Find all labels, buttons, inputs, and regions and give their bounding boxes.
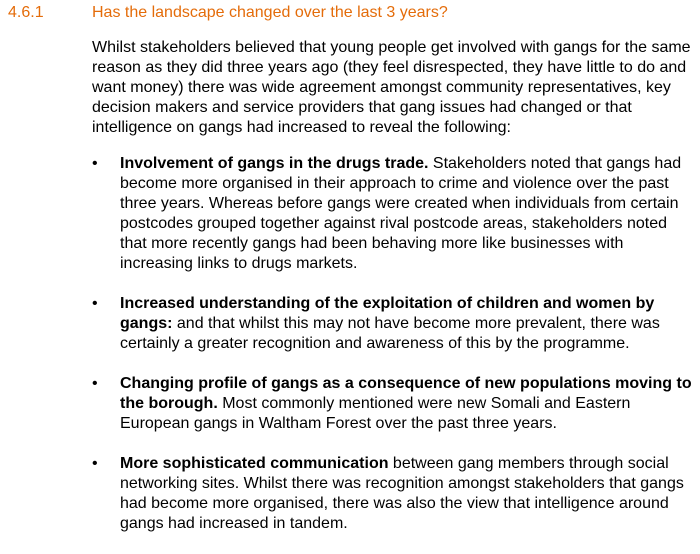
section-number: 4.6.1 (8, 4, 44, 21)
bullet-item-drugs-trade (92, 154, 692, 274)
bullet-body: and that whilst this may not have become more prevalent, there was certainly a greater recognition and awareness of this by the programme. (120, 315, 660, 352)
bullet-item-changing-profile (92, 374, 692, 434)
bullet-heading: Changing profile of gangs as a consequence of new populations moving to the borough. (120, 375, 692, 412)
bullet-item-exploitation (92, 294, 692, 354)
bullet-body: Most commonly mentioned were new Somali and Eastern European gangs in Waltham Forest over the past three years. (120, 395, 631, 432)
bullet-icon: • (92, 455, 98, 472)
intro-paragraph: Whilst stakeholders believed that young people get involved with gangs for the same reason as they did three years ago (they feel disrespected, they have little to do and want money) there was wide agreement amongst community representatives, key decision makers and service providers that gang issues had changed or that intelligence on gangs had increased to reveal the following: (92, 39, 691, 136)
bullet-icon: • (92, 375, 98, 392)
bullet-icon: • (92, 155, 98, 172)
bullet-list (92, 154, 692, 554)
bullet-heading: More sophisticated communication (120, 455, 389, 472)
bullet-heading: Involvement of gangs in the drugs trade. (120, 155, 429, 172)
section-title: Has the landscape changed over the last 3 years? (92, 4, 448, 21)
bullet-heading: Increased understanding of the exploitation of children and women by gangs: (120, 295, 655, 332)
bullet-item-communication (92, 454, 692, 534)
bullet-body: between gang members through social networking sites. Whilst there was recognition amongst stakeholders that gangs had become more organised, there was also the view that intelligence around gangs had increased in tandem. (120, 455, 684, 532)
bullet-icon: • (92, 295, 98, 312)
bullet-body: Stakeholders noted that gangs had become more organised in their approach to crime and violence over the past three years. Whereas before gangs were created when individuals from certain postcodes grouped together against rival postcode areas, stakeholders noted that more recently gangs had been behaving more like businesses with increasing links to drugs markets. (120, 155, 682, 272)
